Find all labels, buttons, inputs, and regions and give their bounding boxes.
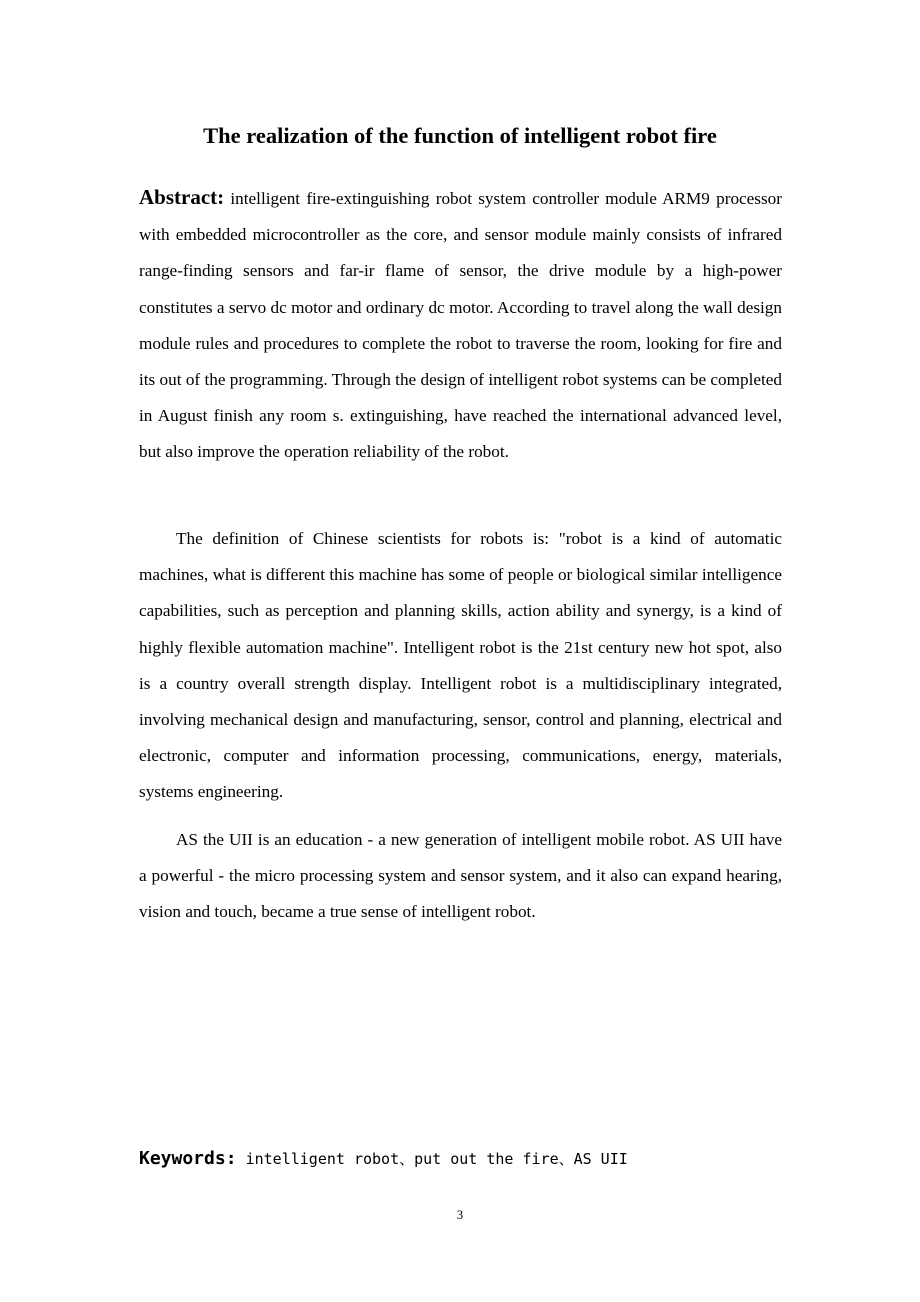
page-title: The realization of the function of intelligent robot fire: [203, 123, 717, 148]
keywords-text: intelligent robot、put out the fire、AS UII: [245, 1150, 628, 1168]
keywords-line: [139, 1145, 839, 1173]
keywords-label: Keywords:: [139, 1148, 237, 1169]
body-paragraph-as-uii: AS the UII is an education - a new generation of intelligent mobile robot. AS UII have a powerful - the micro processing system and sensor system, and it also can expand hearing, vision and touch, became a true sense of intelligent robot.: [139, 830, 782, 922]
body-paragraph-definition: The definition of Chinese scientists for robots is: "robot is a kind of automatic machines, what is different this machine has some of people or biological similar intelligence capabilities, such as perception and planning skills, action ability and synergy, is a kind of highly flexible automation machine". Intelligent robot is the 21st century new hot spot, also is a country overall strength display. Intelligent robot is a multidisciplinary integrated, involving mechanical design and manufacturing, sensor, control and planning, electrical and electronic, computer and information processing, communications, energy, materials, systems engineering.: [139, 529, 782, 802]
abstract-label: Abstract:: [139, 185, 225, 209]
abstract-paragraph: [139, 179, 782, 471]
page-number: 3: [456, 1208, 464, 1222]
abstract-text: intelligent fire-extinguishing robot system controller module ARM9 processor with embedded microcontroller as the core, and sensor module mainly consists of infrared range-finding sensors and far-ir flame of sensor, the drive module by a high-power constitutes a servo dc motor and ordinary dc motor. According to travel along the wall design module rules and procedures to complete the robot to traverse the room, looking for fire and its out of the programming. Through the design of intelligent robot systems can be completed in August finish any room s. extinguishing, have reached the international advanced level, but also improve the operation reliability of the robot.: [139, 189, 782, 462]
